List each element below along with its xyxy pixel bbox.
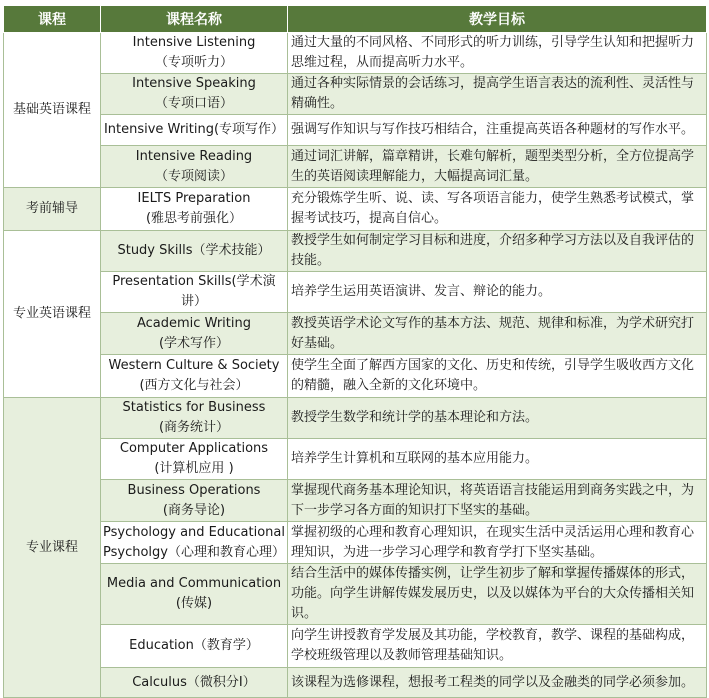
course-name-line: （专项阅读）: [154, 168, 233, 184]
course-name-cell: [101, 188, 288, 231]
course-name-cell: [101, 115, 288, 146]
table-row: [4, 625, 707, 668]
course-goal-cell: 培养学生计算机和互联网的基本应用能力。: [288, 439, 707, 480]
table-row: [4, 480, 707, 522]
table-row: [4, 564, 707, 625]
course-name-line: Western Culture & Society: [108, 358, 280, 373]
table-row: [4, 522, 707, 564]
course-name-cell: [101, 33, 288, 74]
course-name-line: Psychology and Educational: [103, 524, 285, 540]
table-row: [4, 188, 707, 231]
course-goal-cell: 教授学生如何制定学习目标和进度，介绍多种学习方法以及自我评估的技能。: [288, 231, 707, 272]
course-name-cell: [101, 522, 288, 564]
course-name-line: Psycholgy（心理和教育心理）: [103, 544, 285, 560]
course-name-line: (传媒): [175, 596, 213, 611]
course-name-line: Intensive Reading: [135, 148, 253, 164]
course-goal-cell: 教授英语学术论文写作的基本方法、规范、规律和标准，为学术研究打好基础。: [288, 313, 707, 355]
course-goal-cell: 充分锻炼学生听、说、读、写各项语言能力，使学生熟悉考试模式，掌握考试技巧，提高自信心。: [288, 188, 707, 231]
course-name-cell: [101, 231, 288, 272]
course-goal-cell: 掌握现代商务基本理论知识，将英语语言技能运用到商务实践之中，为下一步学习各方面的知识打下坚实的基础。: [288, 480, 707, 522]
course-name-cell: [101, 146, 288, 188]
course-name-line: Education（教育学）: [129, 638, 259, 653]
category-cell: 专业英语课程: [4, 231, 101, 398]
table-row: [4, 74, 707, 115]
table-row: [4, 668, 707, 698]
course-name-line: Study Skills（学术技能）: [117, 243, 271, 258]
course-name-line: Business Operations: [127, 482, 261, 498]
table-row: [4, 272, 707, 313]
course-name-cell: [101, 480, 288, 522]
course-name-cell: [101, 668, 288, 698]
course-name-cell: [101, 313, 288, 355]
header-category: 课程: [4, 6, 101, 33]
course-name-line: IELTS Preparation: [137, 191, 251, 206]
course-goal-cell: 培养学生运用英语演讲、发言、辩论的能力。: [288, 272, 707, 313]
course-name-line: Academic Writing: [136, 315, 251, 331]
course-name-line: Computer Applications: [119, 441, 269, 456]
curriculum-table: [3, 5, 707, 698]
course-goal-cell: 强调写作知识与写作技巧相结合，注重提高英语各种题材的写作水平。: [288, 115, 707, 146]
category-cell: 考前辅导: [4, 188, 101, 231]
course-name-cell: [101, 564, 288, 625]
course-goal-cell: 使学生全面了解西方国家的文化、历史和传统，引导学生吸收西方文化的精髓，融入全新的文化环境中。: [288, 355, 707, 398]
course-name-line: (学术写作）: [158, 335, 230, 351]
course-name-line: Statistics for Business: [122, 400, 266, 415]
course-goal-cell: 结合生活中的媒体传播实例，让学生初步了解和掌握传播媒体的形式，功能。向学生讲解传媒发展历史，以及以媒体为平台的大众传播相关知识。: [288, 564, 707, 625]
course-goal-cell: 通过各种实际情景的会话练习，提高学生语言表达的流利性、灵活性与精确性。: [288, 74, 707, 115]
header-goal: 教学目标: [288, 6, 707, 33]
course-name-line: Presentation Skills(学术演讲）: [112, 274, 276, 309]
course-name-line: Intensive Speaking: [132, 76, 256, 91]
course-name-line: （专项口语）: [154, 96, 233, 111]
course-name-line: (商务导论): [162, 502, 226, 518]
course-name-line: (雅思考前强化）: [145, 211, 243, 226]
course-name-line: Intensive Listening: [132, 35, 256, 50]
table-row: [4, 231, 707, 272]
header-course-name: 课程名称: [101, 6, 288, 33]
category-cell: 基础英语课程: [4, 33, 101, 188]
table-row: [4, 398, 707, 439]
table-row: [4, 313, 707, 355]
table-row: [4, 355, 707, 398]
course-goal-cell: 掌握初级的心理和教育心理知识，在现实生活中灵活运用心理和教育心理知识，为进一步学习心理学和教育学打下坚实基础。: [288, 522, 707, 564]
header-row: [4, 6, 707, 33]
course-name-line: (商务统计）: [158, 420, 230, 435]
course-goal-cell: 通过词汇讲解，篇章精讲，长难句解析，题型类型分析，全方位提高学生的英语阅读理解能力，大幅提高词汇量。: [288, 146, 707, 188]
category-cell: 专业课程: [4, 398, 101, 698]
course-name-cell: [101, 625, 288, 668]
course-name-line: (计算机应用 ): [154, 461, 234, 476]
course-goal-cell: 通过大量的不同风格、不同形式的听力训练，引导学生认知和把握听力思维过程，从而提高听力水平。: [288, 33, 707, 74]
course-name-cell: [101, 398, 288, 439]
course-name-line: （专项听力）: [154, 55, 233, 70]
course-name-cell: [101, 74, 288, 115]
course-goal-cell: 该课程为选修课程，想报考工程类的同学以及金融类的同学必须参加。: [288, 668, 707, 698]
course-name-cell: [101, 439, 288, 480]
course-goal-cell: 教授学生数学和统计学的基本理论和方法。: [288, 398, 707, 439]
course-name-cell: [101, 272, 288, 313]
table-row: [4, 146, 707, 188]
course-name-cell: [101, 355, 288, 398]
course-name-line: Media and Communication: [106, 576, 282, 591]
table-row: [4, 33, 707, 74]
course-name-line: Intensive Writing(专项写作）: [103, 122, 285, 137]
course-goal-cell: 向学生讲授教育学发展及其功能，学校教育，教学、课程的基础构成，学校班级管理以及教师管理基础知识。: [288, 625, 707, 668]
course-name-line: (西方文化与社会）: [139, 378, 249, 393]
course-name-line: Calculus（微积分Ⅰ）: [132, 674, 256, 690]
table-row: [4, 115, 707, 146]
table-row: [4, 439, 707, 480]
